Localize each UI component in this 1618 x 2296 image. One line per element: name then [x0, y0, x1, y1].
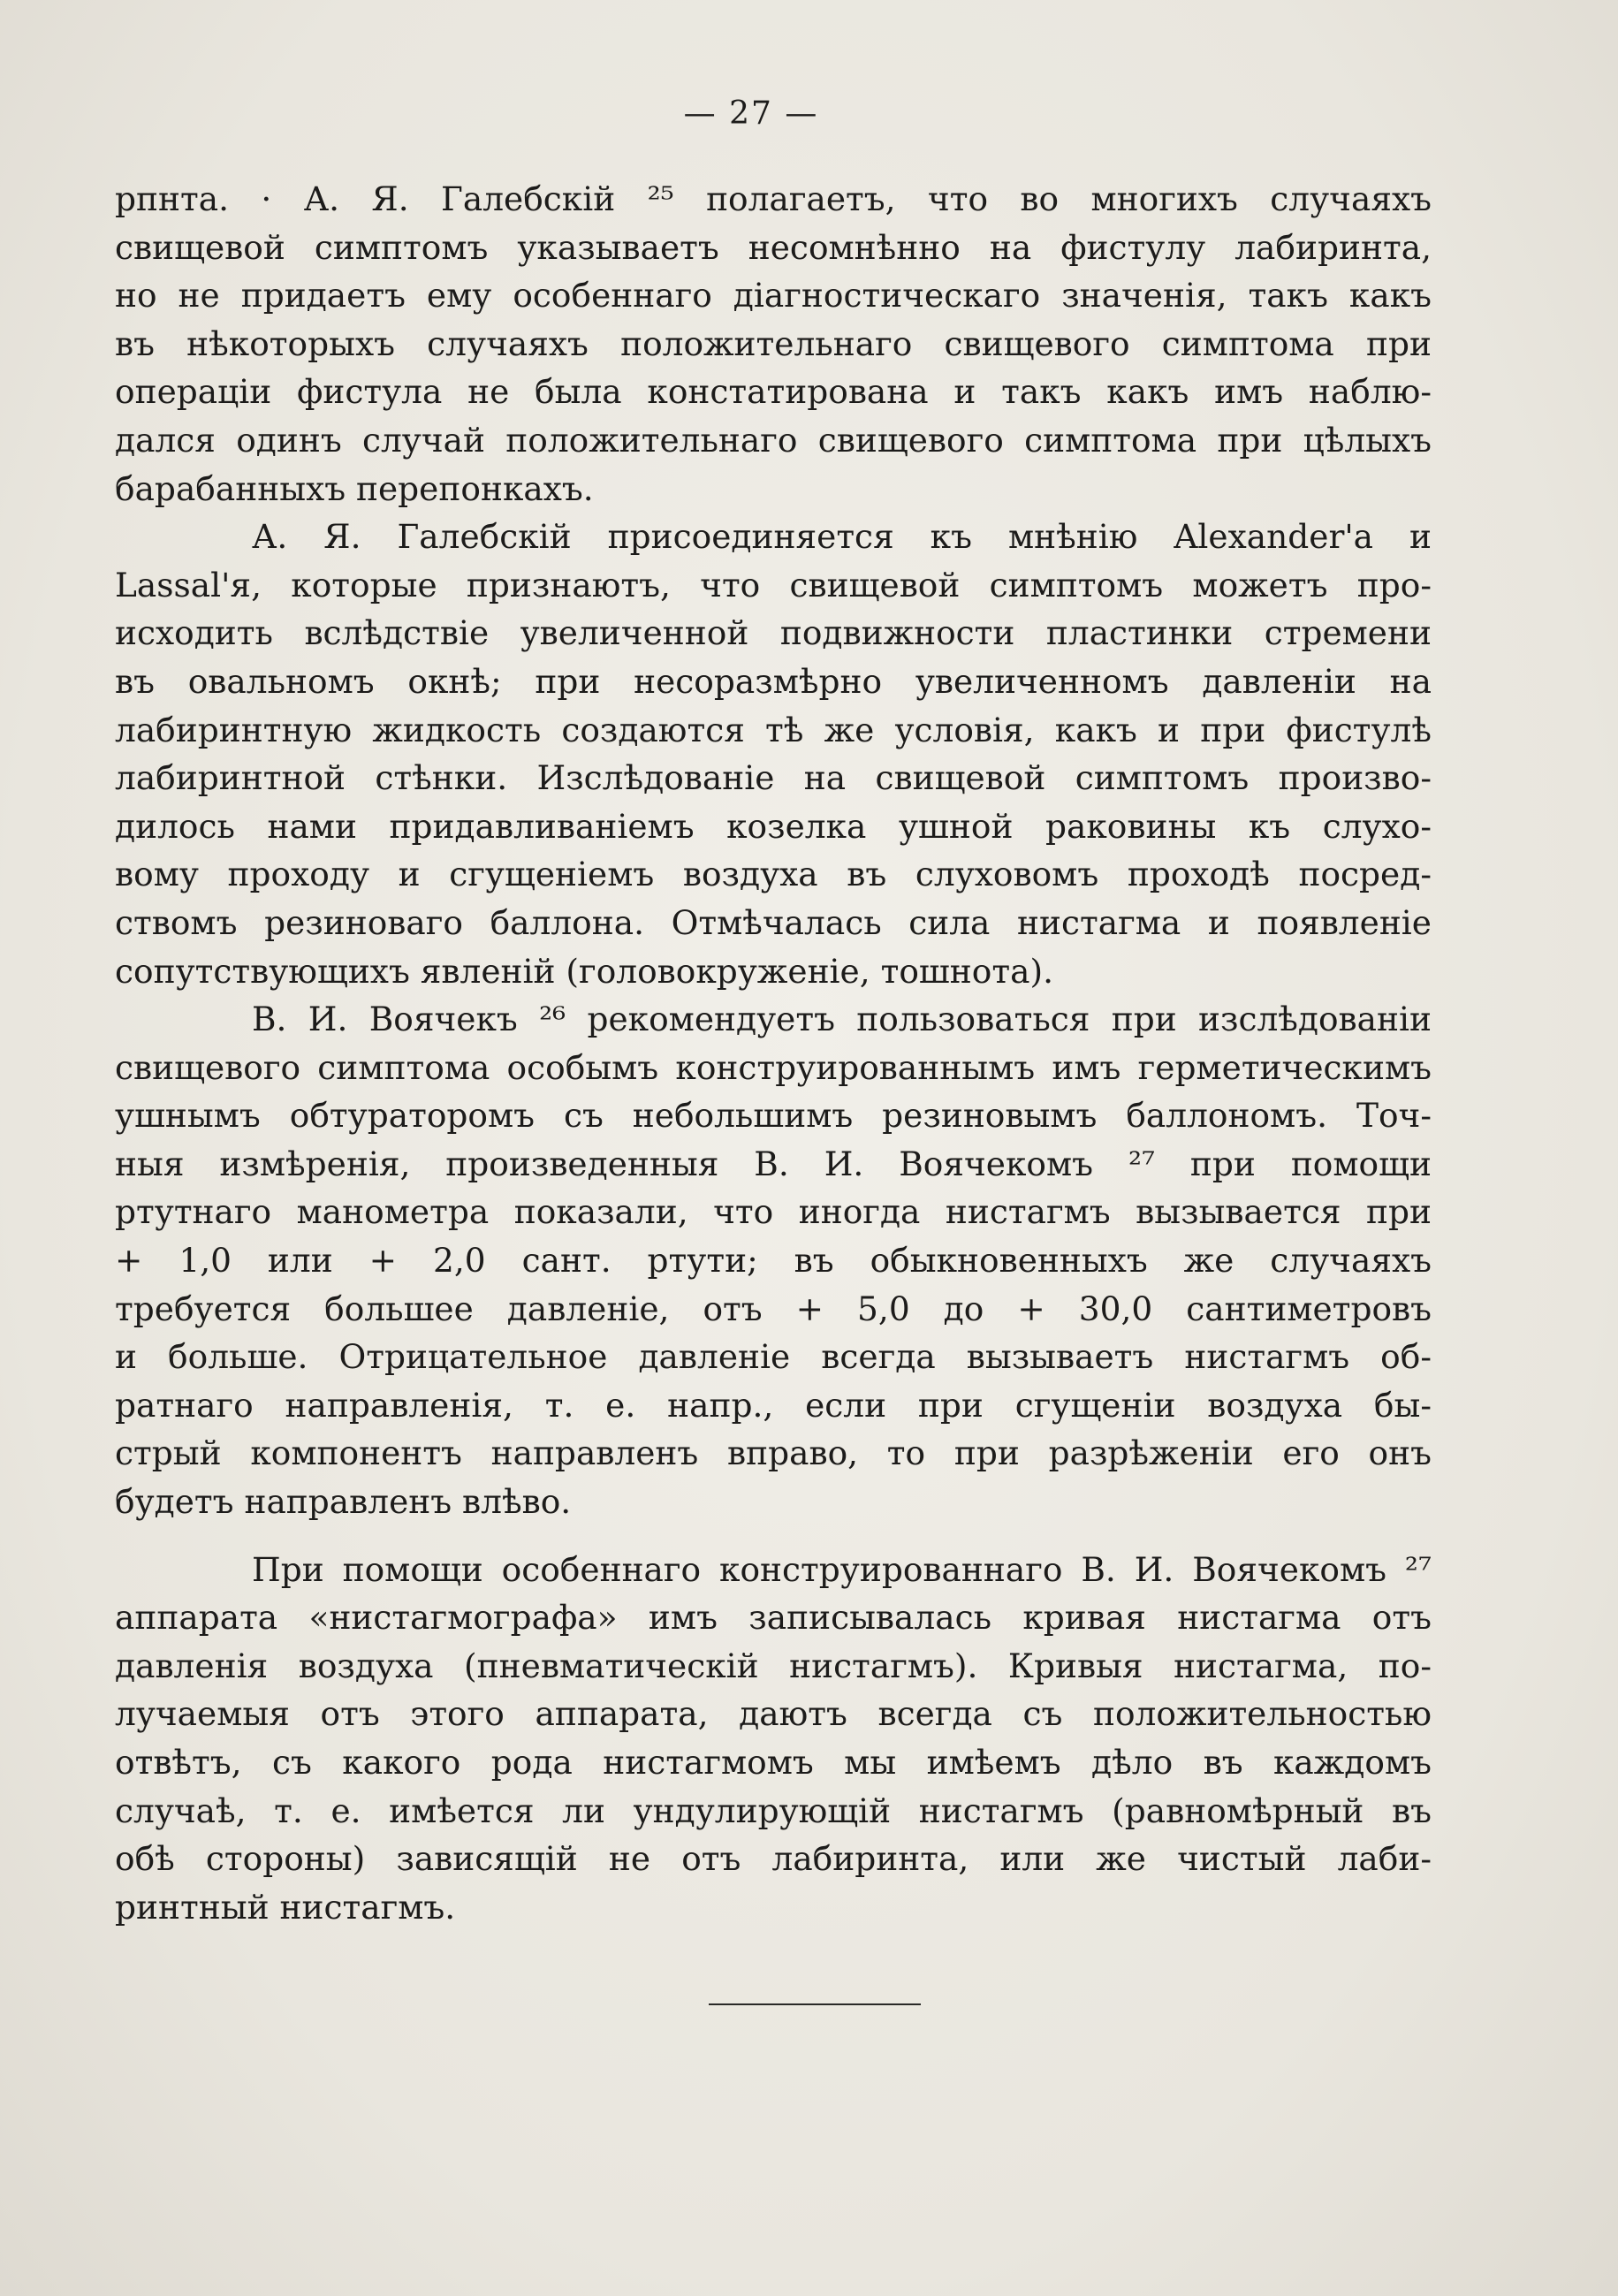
- text-line: операціи фистула не была констатирована и такъ какъ имъ наблю-: [115, 372, 1432, 412]
- paragraph-gap: [115, 1526, 1432, 1546]
- text-line: ствомъ резиноваго баллона. Отмѣчалась сила нистагма и появленіе: [115, 902, 1432, 942]
- text-line: обѣ стороны) зависящій не отъ лабиринта, или же чистый лаби-: [115, 1839, 1432, 1879]
- text-line: аппарата «нистагмографа» имъ записывалась кривая нистагма отъ: [115, 1598, 1432, 1638]
- paragraph-1: [115, 175, 1432, 513]
- text-line: дилось нами придавливаніемъ козелка ушной раковины къ слухо-: [115, 806, 1432, 846]
- text-line: ратнаго направленія, т. е. напр., если при сгущеніи воздуха бы-: [115, 1385, 1432, 1425]
- text-line: будетъ направленъ влѣво.: [115, 1482, 572, 1522]
- text-line: В. И. Воячекъ ²⁶ рекомендуетъ пользоваться при изслѣдованіи: [252, 1000, 1432, 1039]
- text-line: случаѣ, т. е. имѣется ли ундулирующій нистагмъ (равномѣрный въ: [115, 1790, 1432, 1830]
- text-line: исходить вслѣдствіе увеличенной подвижности пластинки стремени: [115, 613, 1432, 653]
- paragraph-4: [115, 1546, 1432, 1932]
- text-line: вому проходу и сгущеніемъ воздуха въ слуховомъ проходѣ посред-: [115, 855, 1432, 894]
- text-line: лабиринтную жидкость создаются тѣ же условія, какъ и при фистулѣ: [115, 710, 1432, 749]
- body-text: [115, 175, 1432, 1931]
- text-line: лучаемыя отъ этого аппарата, даютъ всегда съ положительностью: [115, 1694, 1432, 1734]
- text-line: рпнта. · А. Я. Галебскій ²⁵ полагаетъ, что во многихъ случаяхъ: [115, 179, 1432, 218]
- text-line: А. Я. Галебскій присоединяется къ мнѣнію Alexander'а и: [252, 517, 1432, 557]
- text-line: и больше. Отрицательное давленіе всегда вызываетъ нистагмъ об-: [115, 1337, 1432, 1377]
- paragraph-2: [115, 513, 1432, 995]
- text-line: Lassal'я, которые признаютъ, что свищевой симптомъ можетъ про-: [115, 565, 1432, 604]
- page-number: — 27 —: [683, 95, 819, 132]
- text-line: давленія воздуха (пневматическій нистагмъ). Кривыя нистагма, по-: [115, 1646, 1432, 1685]
- text-line: лабиринтной стѣнки. Изслѣдованіе на свищевой симптомъ произво-: [115, 758, 1432, 798]
- text-line: + 1,0 или + 2,0 сант. ртути; въ обыкновенныхъ же случаяхъ: [115, 1241, 1432, 1281]
- text-line: отвѣтъ, съ какого рода нистагмомъ мы имѣемъ дѣло въ каждомъ: [115, 1743, 1432, 1782]
- text-line: въ нѣкоторыхъ случаяхъ положительнаго свищевого симптома при: [115, 323, 1432, 363]
- text-line: ныя измѣренія, произведенныя В. И. Воячекомъ ²⁷ при помощи: [115, 1144, 1432, 1183]
- text-line: требуется большее давленіе, отъ + 5,0 до + 30,0 сантиметровъ: [115, 1289, 1432, 1328]
- text-line: ринтный нистагмъ.: [115, 1887, 456, 1927]
- text-line: ушнымъ обтураторомъ съ небольшимъ резиновымъ баллономъ. Точ-: [115, 1096, 1432, 1136]
- text-line: но не придаетъ ему особеннаго діагностическаго значенія, такъ какъ: [115, 276, 1432, 316]
- text-line: ртутнаго манометра показали, что иногда нистагмъ вызывается при: [115, 1192, 1432, 1232]
- text-line: При помощи особеннаго конструированнаго В. И. Воячекомъ ²⁷: [252, 1549, 1432, 1589]
- end-rule: [709, 2003, 921, 2005]
- text-line: дался одинъ случай положительнаго свищевого симптома при цѣлыхъ: [115, 420, 1432, 460]
- text-line: свищевой симптомъ указываетъ несомнѣнно на фистулу лабиринта,: [115, 227, 1432, 267]
- text-line: сопутствующихъ явленій (головокруженіе, тошнота).: [115, 951, 1053, 991]
- text-line: въ овальномъ окнѣ; при несоразмѣрно увеличенномъ давленіи на: [115, 661, 1432, 701]
- text-line: свищевого симптома особымъ конструированнымъ имъ герметическимъ: [115, 1047, 1432, 1087]
- text-line: барабанныхъ перепонкахъ.: [115, 468, 594, 508]
- paragraph-3: [115, 995, 1432, 1526]
- text-line: стрый компонентъ направленъ вправо, то при разрѣженіи его онъ: [115, 1433, 1432, 1473]
